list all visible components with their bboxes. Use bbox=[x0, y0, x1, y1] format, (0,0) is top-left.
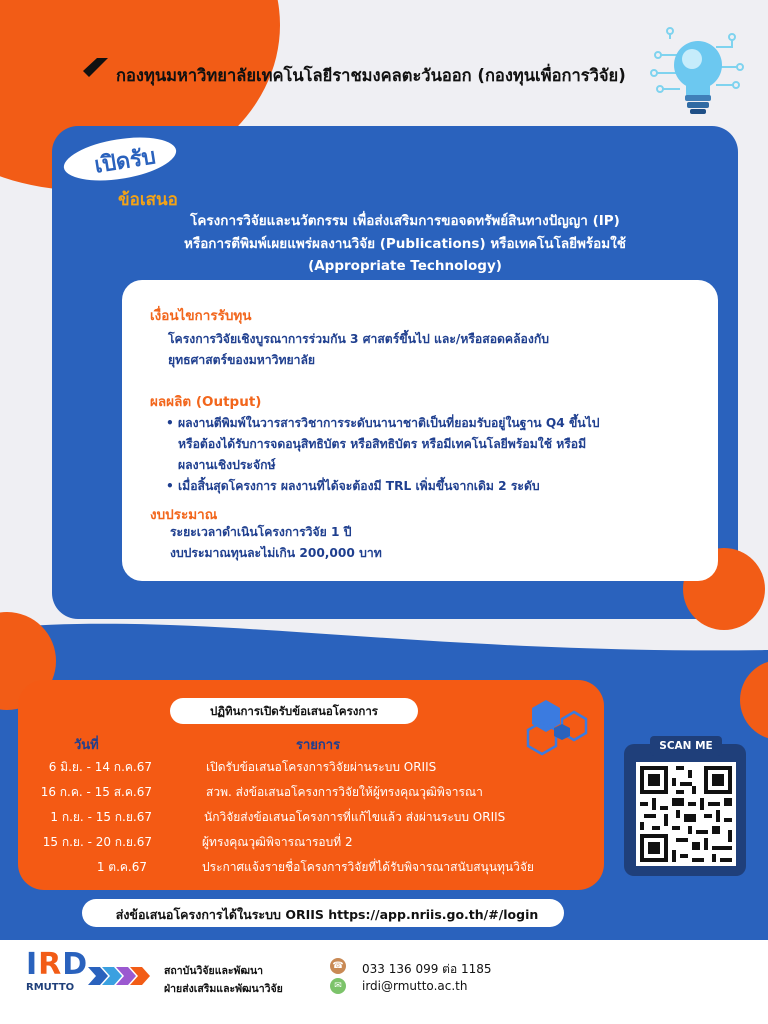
output-line: เมื่อสิ้นสุดโครงการ ผลงานที่ได้จะต้องมี TRL เพิ่มขึ้นจากเดิม 2 ระดับ bbox=[178, 479, 540, 493]
output-line: ผลงานตีพิมพ์ในวารสารวิชาการระดับนานาชาติเป็นที่ยอมรับอยู่ในฐาน Q4 ขึ้นไป bbox=[178, 416, 600, 430]
ird-logo bbox=[22, 949, 152, 1001]
qr-code[interactable] bbox=[636, 762, 736, 866]
conditions-line: โครงการวิจัยเชิงบูรณาการร่วมกัน 3 ศาสตร์ขึ้นไป และ/หรือสอดคล้องกับ bbox=[168, 332, 549, 346]
column-header-date: วันที่ bbox=[74, 738, 99, 753]
submit-link[interactable]: ส่งข้อเสนอโครงการได้ในระบบ ORIIS https://app.nriis.go.th/#/login bbox=[115, 907, 539, 922]
phone-number: 033 136 099 ต่อ 1185 bbox=[362, 962, 492, 976]
budget-line: งบประมาณทุนละไม่เกิน 200,000 บาท bbox=[170, 546, 382, 560]
proposal-line: (Appropriate Technology) bbox=[308, 258, 502, 274]
ird-logo-text: IRD bbox=[26, 947, 89, 982]
output-line: ผลงานเชิงประจักษ์ bbox=[178, 458, 276, 472]
schedule-date: 1 ต.ค.67 bbox=[96, 860, 147, 874]
brand-logo-icon bbox=[80, 58, 110, 96]
schedule-item: ประกาศแจ้งรายชื่อโครงการวิจัยที่ได้รับพิจารณาสนับสนุนทุนวิจัย bbox=[202, 860, 534, 874]
email-address[interactable]: irdi@rmutto.ac.th bbox=[362, 979, 468, 993]
schedule-date: 1 ก.ย. - 15 ก.ย.67 bbox=[50, 810, 152, 824]
schedule-item: นักวิจัยส่งข้อเสนอโครงการที่แก้ไขแล้ว ส่งผ่านระบบ ORIIS bbox=[204, 810, 506, 824]
schedule-item: สวพ. ส่งข้อเสนอโครงการวิจัยให้ผู้ทรงคุณวุฒิพิจารณา bbox=[206, 785, 483, 799]
conditions-heading: เงื่อนไขการรับทุน bbox=[150, 308, 252, 324]
schedule-date: 15 ก.ย. - 20 ก.ย.67 bbox=[42, 835, 152, 849]
qr-code-icon bbox=[636, 762, 736, 866]
page-title: กองทุนมหาวิทยาลัยเทคโนโลยีราชมงคลตะวันออก (กองทุนเพื่อการวิจัย) bbox=[116, 66, 626, 85]
column-header-item: รายการ bbox=[296, 738, 341, 753]
schedule-item: ผู้ทรงคุณวุฒิพิจารณารอบที่ 2 bbox=[202, 835, 353, 849]
open-badge-label: เปิดรับ bbox=[92, 144, 158, 179]
phone-icon: ☎ bbox=[330, 958, 346, 974]
hexagon-decor-icon bbox=[516, 698, 594, 758]
schedule-item: เปิดรับข้อเสนอโครงการวิจัยผ่านระบบ ORIIS bbox=[206, 760, 437, 774]
conditions-line: ยุทธศาสตร์ของมหาวิทยาลัย bbox=[168, 353, 316, 367]
org-name-line2: ฝ่ายส่งเสริมและพัฒนาวิจัย bbox=[164, 983, 283, 995]
budget-heading: งบประมาณ bbox=[150, 507, 218, 523]
proposal-text bbox=[120, 210, 690, 278]
schedule-date: 16 ก.ค. - 15 ส.ค.67 bbox=[40, 785, 152, 799]
bullet-icon: • bbox=[166, 416, 174, 430]
budget-text bbox=[170, 522, 690, 564]
conditions-text bbox=[168, 329, 708, 371]
email-icon: ✉ bbox=[330, 978, 346, 994]
bullet-icon: • bbox=[166, 479, 174, 493]
schedule-date: 6 มิ.ย. - 14 ก.ค.67 bbox=[48, 760, 152, 774]
proposal-line: หรือการตีพิมพ์เผยแพร่ผลงานวิจัย (Publications) หรือเทคโนโลยีพร้อมใช้ bbox=[184, 235, 626, 252]
qr-label: SCAN ME bbox=[650, 736, 722, 756]
ird-logo-subtext: RMUTTO bbox=[26, 982, 75, 993]
proposal-line: โครงการวิจัยและนวัตกรรม เพื่อส่งเสริมการขอจดทรัพย์สินทางปัญญา (IP) bbox=[190, 213, 620, 229]
output-line: หรือต้องได้รับการจดอนุสิทธิบัตร หรือสิทธิบัตร หรือมีเทคโนโลยีพร้อมใช้ หรือมี bbox=[178, 437, 587, 451]
output-bullet bbox=[166, 413, 706, 476]
output-list bbox=[166, 413, 706, 497]
output-heading: ผลผลิต (Output) bbox=[150, 394, 262, 410]
lightbulb-icon bbox=[640, 25, 752, 130]
arrows-icon bbox=[88, 963, 150, 989]
org-name-line1: สถาบันวิจัยและพัฒนา bbox=[164, 965, 264, 977]
schedule-title: ปฏิทินการเปิดรับข้อเสนอโครงการ bbox=[210, 704, 378, 718]
budget-line: ระยะเวลาดำเนินโครงการวิจัย 1 ปี bbox=[170, 525, 352, 539]
output-bullet bbox=[166, 476, 706, 497]
proposal-heading: ข้อเสนอ bbox=[118, 190, 178, 210]
